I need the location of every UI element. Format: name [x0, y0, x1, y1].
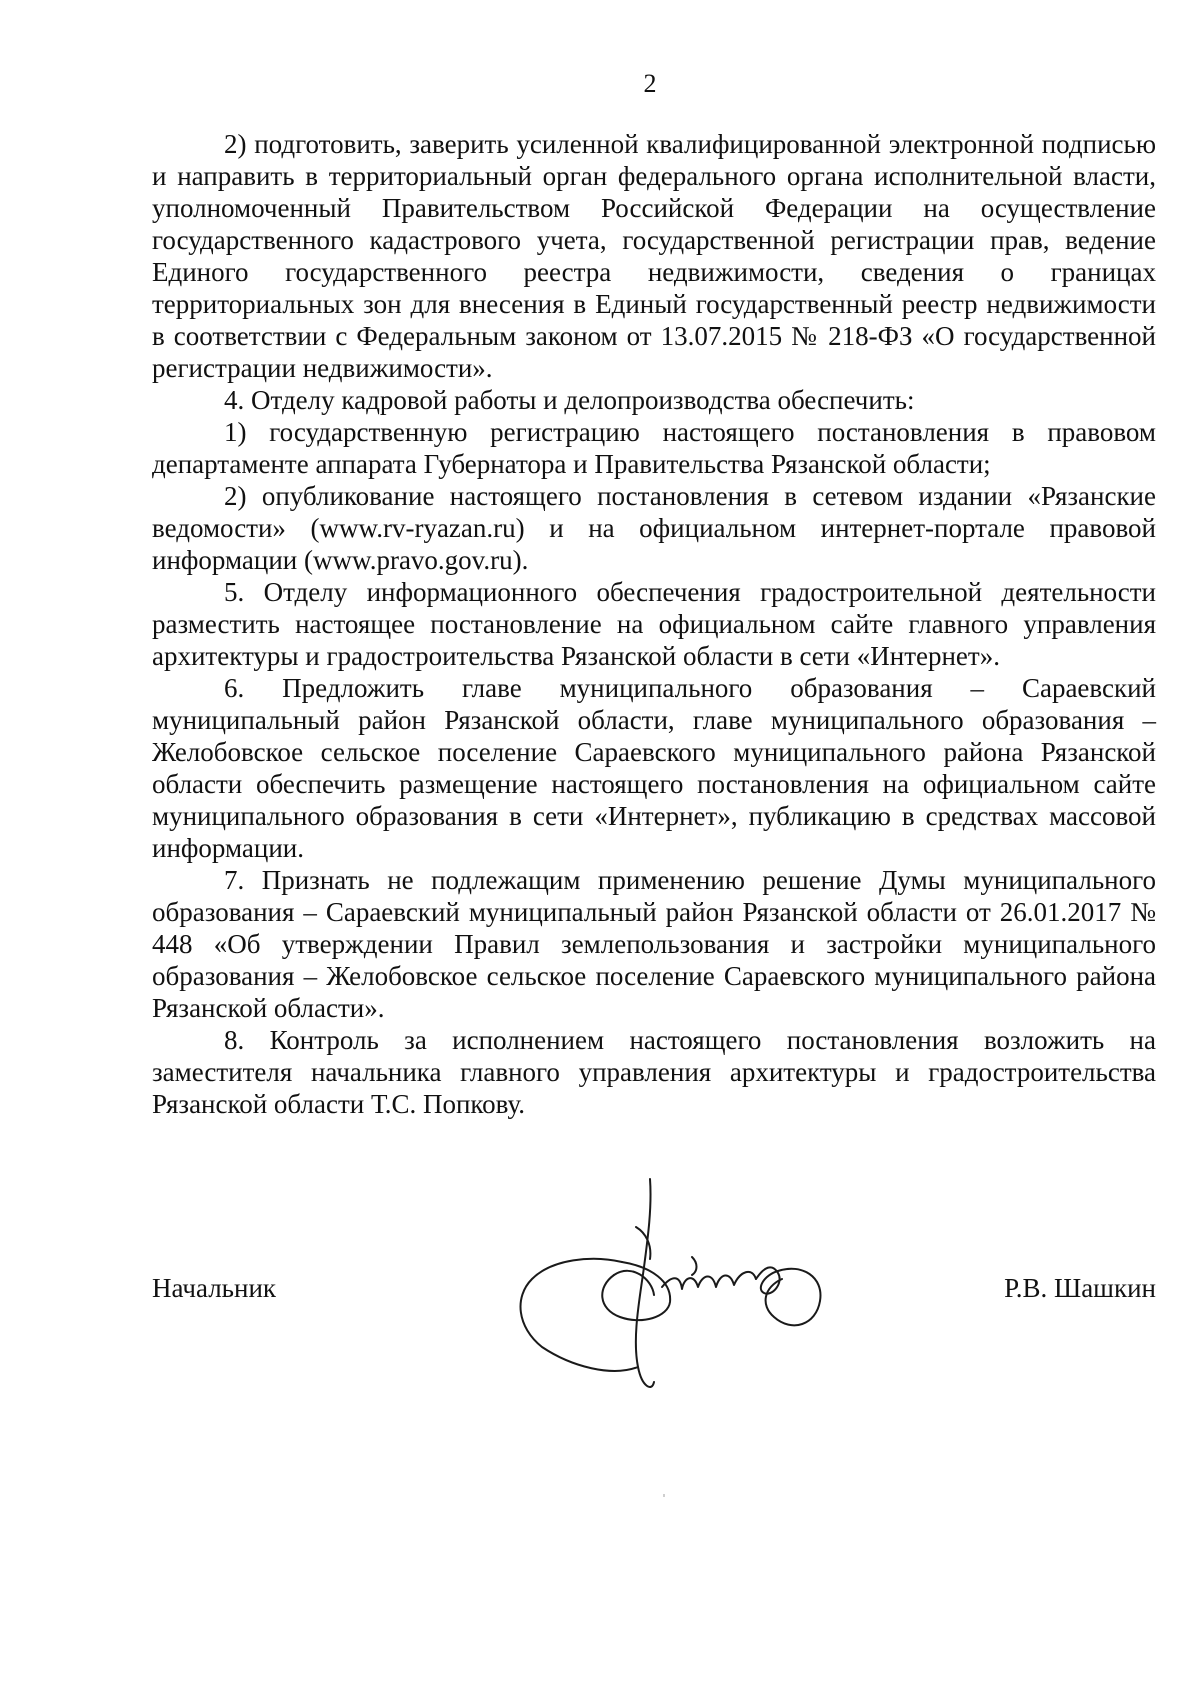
- handwritten-signature: [502, 1167, 842, 1407]
- paragraph-item-2-cadastral: 2) подготовить, заверить усиленной квалифицированной электронной подписью и направить в территориальный орган федерального органа исполнительной власти, уполномоченный Правительством Российской Федерации на осуществление государственного кадастрового учета, государственной регистрации прав, ведение Единого государственного реестра недвижимости, сведения о границах территориальных зон для внесения в Единый государственный реестр недвижимости в соответствии с Федеральным законом от 13.07.2015 № 218-ФЗ «О государственной регистрации недвижимости».: [152, 129, 1156, 383]
- signatory-title: Начальник: [152, 1273, 277, 1303]
- paragraph-5-website: 5. Отделу информационного обеспечения градостроительной деятельности разместить настоящее постановление на официальном сайте главного управления архитектуры и градостроительства Рязанской области в сети «Интернет».: [152, 577, 1156, 671]
- page-number: 2: [643, 69, 657, 98]
- signature-block: [152, 1262, 1156, 1422]
- paragraph-4-records-department: 4. Отделу кадровой работы и делопроизводства обеспечить:: [224, 385, 915, 415]
- paragraph-6-municipality: 6. Предложить главе муниципального образования – Сараевский муниципальный район Рязанской области, главе муниципального образования – Желобовское сельское поселение Сараевского муниципального района Рязанской области обеспечить размещение настоящего постановления на официальном сайте муниципального образования в сети «Интернет», публикацию в средствах массовой информации.: [152, 673, 1156, 863]
- document-body: [152, 128, 1156, 1120]
- paragraph-item-1-registration: 1) государственную регистрацию настоящего постановления в правовом департаменте аппарата Губернатора и Правительства Рязанской области;: [152, 417, 1156, 479]
- scan-artifact: [663, 1494, 665, 1497]
- signatory-name: Р.В. Шашкин: [1004, 1273, 1156, 1303]
- paragraph-item-2-publication: 2) опубликование настоящего постановления в сетевом издании «Рязанские ведомости» (www.rv-ryazan.ru) и на официальном интернет-портале правовой информации (www.pravo.gov.ru).: [152, 481, 1156, 575]
- paragraph-7-decision: 7. Признать не подлежащим применению решение Думы муниципального образования – Сараевский муниципальный район Рязанской области от 26.01.2017 № 448 «Об утверждении Правил землепользования и застройки муниципального образования – Желобовское сельское поселение Сараевского муниципального района Рязанской области».: [152, 865, 1156, 1023]
- paragraph-8-control: 8. Контроль за исполнением настоящего постановления возложить на заместителя начальника главного управления архитектуры и градостроительства Рязанской области Т.С. Попкову.: [152, 1025, 1156, 1119]
